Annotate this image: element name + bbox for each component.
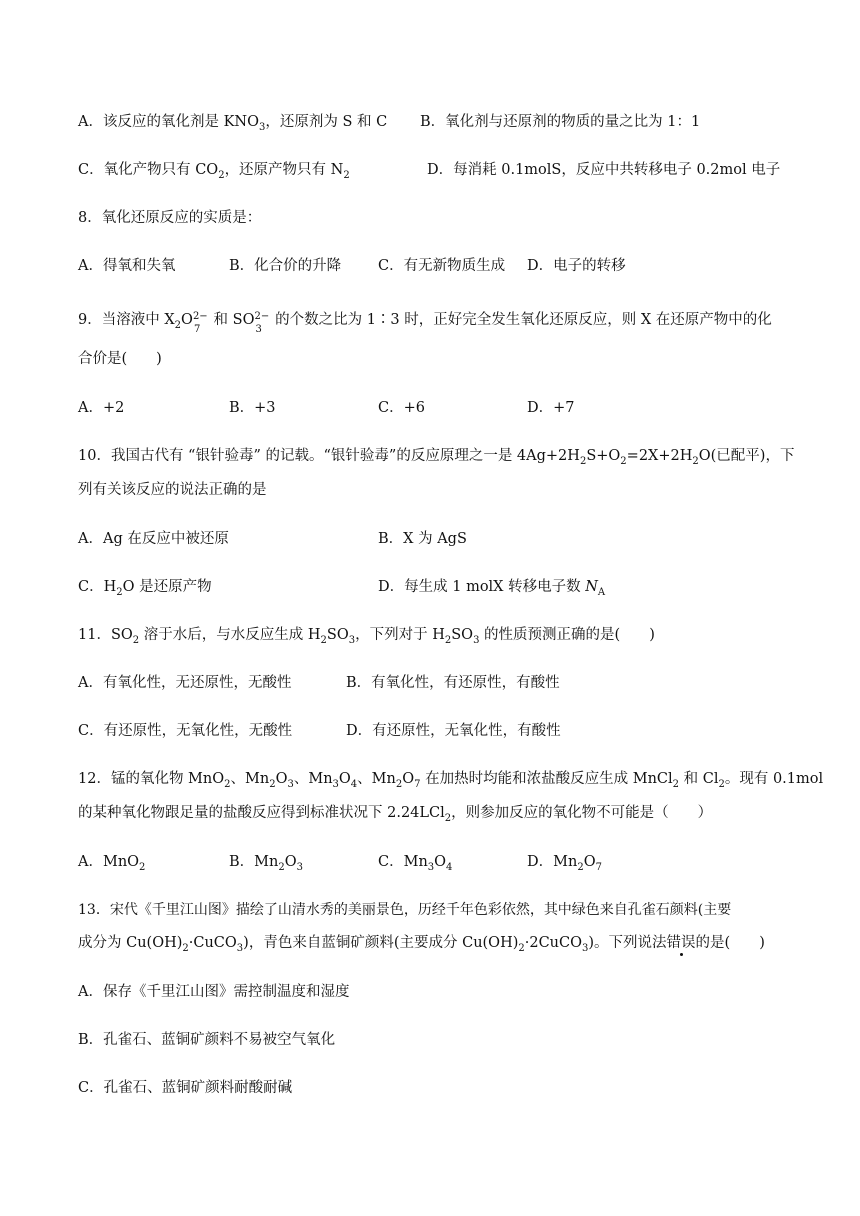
q12-stem-line1: 12．锰的氧化物 MnO$_2$、$Mn_2O_3$、$Mn_3O_4$、$Mn_2O_7$ 在加热时均能和浓盐酸反应生成 MnCl$_2$ 和 $Cl_2$。现有 0.1mol xyxy=(78,771,824,790)
q11-stem: 11．$SO_2$ 溶于水后，与水反应生成 $H_2SO_3$，下列对于 $H_2SO_3$ 的性质预测正确的是( ) xyxy=(78,627,655,646)
q10-option-a: A．Ag 在反应中被还原 xyxy=(78,531,229,547)
q8-option-c: C．有无新物质生成 xyxy=(378,258,506,274)
q13-stem-line1: 13．宋代《千里江山图》描绘了山清水秀的美丽景色，历经千年色彩依然，其中绿色来自孔雀石颜料(主要 xyxy=(78,902,732,918)
q7-option-b: B．氧化剂与还原剂的物质的量之比为 1：1 xyxy=(420,114,701,130)
sulfite-ion-charge: 2− 3 xyxy=(254,311,270,335)
q11-option-a: A．有氧化性，无还原性，无酸性 xyxy=(78,675,292,691)
q13-option-c: C．孔雀石、蓝铜矿颜料耐酸耐碱 xyxy=(78,1080,293,1096)
dichromate-like-ion-charge: 2− 7 xyxy=(192,311,208,335)
q12-option-d: D．$Mn_2O_7$ xyxy=(527,854,602,873)
q9-option-c: C．+6 xyxy=(378,400,425,416)
q8-option-a: A．得氧和失氧 xyxy=(78,258,176,274)
q9-stem-line1: 9．当溶液中 $X_2O$ 2− 7 和 SO 2− 3 的个数之比为 1∶3 时，正好完全发生氧化还原反应，则 X 在还原产物中的化 xyxy=(78,311,772,335)
q11-option-b: B．有氧化性，有还原性，有酸性 xyxy=(346,675,560,691)
q7-option-c: C．氧化产物只有 $CO_2$，还原产物只有 $N_2$ xyxy=(78,162,350,181)
q8-option-b: B．化合价的升降 xyxy=(229,258,342,274)
q10-option-c: C．$H_2O$ 是还原产物 xyxy=(78,579,212,598)
q7-option-a: A．该反应的氧化剂是 $KNO_3$，还原剂为 S 和 C xyxy=(78,114,388,133)
q12-option-a: A．MnO$_2$ xyxy=(78,854,146,873)
q8-stem: 8．氧化还原反应的实质是： xyxy=(78,210,262,226)
q12-option-b: B．$Mn_2O_3$ xyxy=(229,854,303,873)
q12-stem-line2: 的某种氧化物跟足量的盐酸反应得到标准状况下 2.24LCl$_2$，则参加反应的氧化物不可能是（ ） xyxy=(78,805,713,824)
q11-option-c: C．有还原性，无氧化性，无酸性 xyxy=(78,723,293,739)
q13-option-a: A．保存《千里江山图》需控制温度和湿度 xyxy=(78,984,350,1000)
q10-stem-line2: 列有关该反应的说法正确的是 xyxy=(78,482,267,498)
q9-option-b: B．+3 xyxy=(229,400,276,416)
q9-option-a: A．+2 xyxy=(78,400,125,416)
q12-option-c: C．$Mn_3O_4$ xyxy=(378,854,453,873)
q7-option-d: D．每消耗 0.1molS，反应中共转移电子 0.2mol 电子 xyxy=(427,162,781,178)
q11-option-d: D．有还原性，无氧化性，有酸性 xyxy=(346,723,561,739)
q13-stem-line2: 成分为 $Cu(OH)_2\cdot CuCO_3$)，青色来自蓝铜矿颜料(主要成分 $Cu(OH)_2\cdot 2CuCO_3$)。下列说法错误的是( ) xyxy=(78,935,765,954)
q10-stem-line1: 10．我国古代有 “银针验毒” 的记载。“银针验毒”的反应原理之一是 $4Ag+2H_2S+O_2=2X+2H_2O$(已配平)，下 xyxy=(78,448,795,467)
q10-option-d: D．每生成 1 molX 转移电子数 $N_A$ xyxy=(378,579,606,598)
q10-option-b: B．X 为 AgS xyxy=(378,531,467,547)
q8-option-d: D．电子的转移 xyxy=(527,258,626,274)
q9-stem-line2: 合价是( ) xyxy=(78,351,162,367)
q9-option-d: D．+7 xyxy=(527,400,575,416)
emphasis-dots: 错误 xyxy=(666,935,696,951)
q13-option-b: B．孔雀石、蓝铜矿颜料不易被空气氧化 xyxy=(78,1032,336,1048)
